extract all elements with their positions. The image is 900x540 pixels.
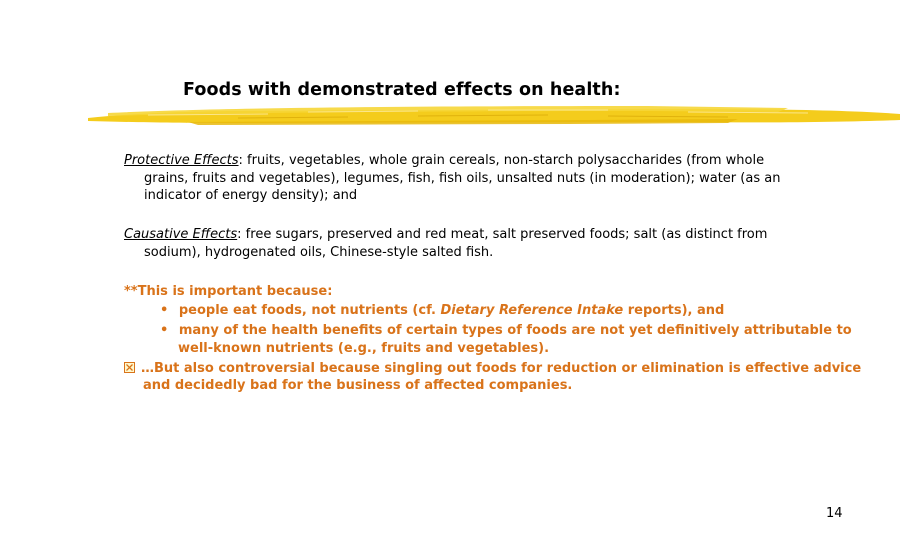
bullet-2-marker: •: [160, 323, 169, 338]
causative-effects-line1: : free sugars, preserved and red meat, salt preserved foods; salt (as distinct from: [237, 227, 768, 242]
bullet-1-text-pre: people eat foods, not nutrients (cf.: [178, 303, 441, 318]
causative-effects-line2: sodium), hydrogenated oils, Chinese-style salted fish.: [144, 244, 494, 260]
but-controversial-line2: and decidedly bad for the business of affected companies.: [143, 378, 573, 393]
bullet-1-text-italic: Dietary Reference Intake: [440, 303, 624, 318]
causative-effects-paragraph: [124, 226, 844, 261]
protective-effects-line1: : fruits, vegetables, whole grain cereals, non-starch polysaccharides (from whole: [238, 153, 765, 168]
slide-title: Foods with demonstrated effects on health:: [183, 80, 621, 100]
square-x-bullet-icon: [124, 362, 135, 373]
but-controversial-line1: …But also controversial because singling out foods for reduction or elimination is effective advice: [141, 361, 862, 376]
bullet-2-line2: well-known nutrients (e.g., fruits and vegetables).: [178, 341, 550, 356]
page-number: 14: [826, 506, 843, 521]
title-underline-brush: [88, 100, 900, 132]
important-heading: **This is important because:: [124, 284, 333, 299]
bullet-1: [160, 302, 724, 320]
protective-effects-line3: indicator of energy density); and: [144, 188, 358, 203]
causative-effects-label: Causative Effects: [124, 227, 238, 242]
bullet-2: [160, 322, 852, 340]
protective-effects-line2: grains, fruits and vegetables), legumes, fish, fish oils, unsalted nuts (in moderation); water (as an: [144, 170, 781, 186]
bullet-1-text-post: reports), and: [623, 303, 725, 318]
bullet-1-marker: •: [160, 303, 169, 318]
bullet-2-line1: many of the health benefits of certain types of foods are not yet definitively attributable to: [178, 323, 852, 338]
protective-effects-paragraph: [124, 152, 844, 205]
protective-effects-label: Protective Effects: [124, 153, 239, 168]
